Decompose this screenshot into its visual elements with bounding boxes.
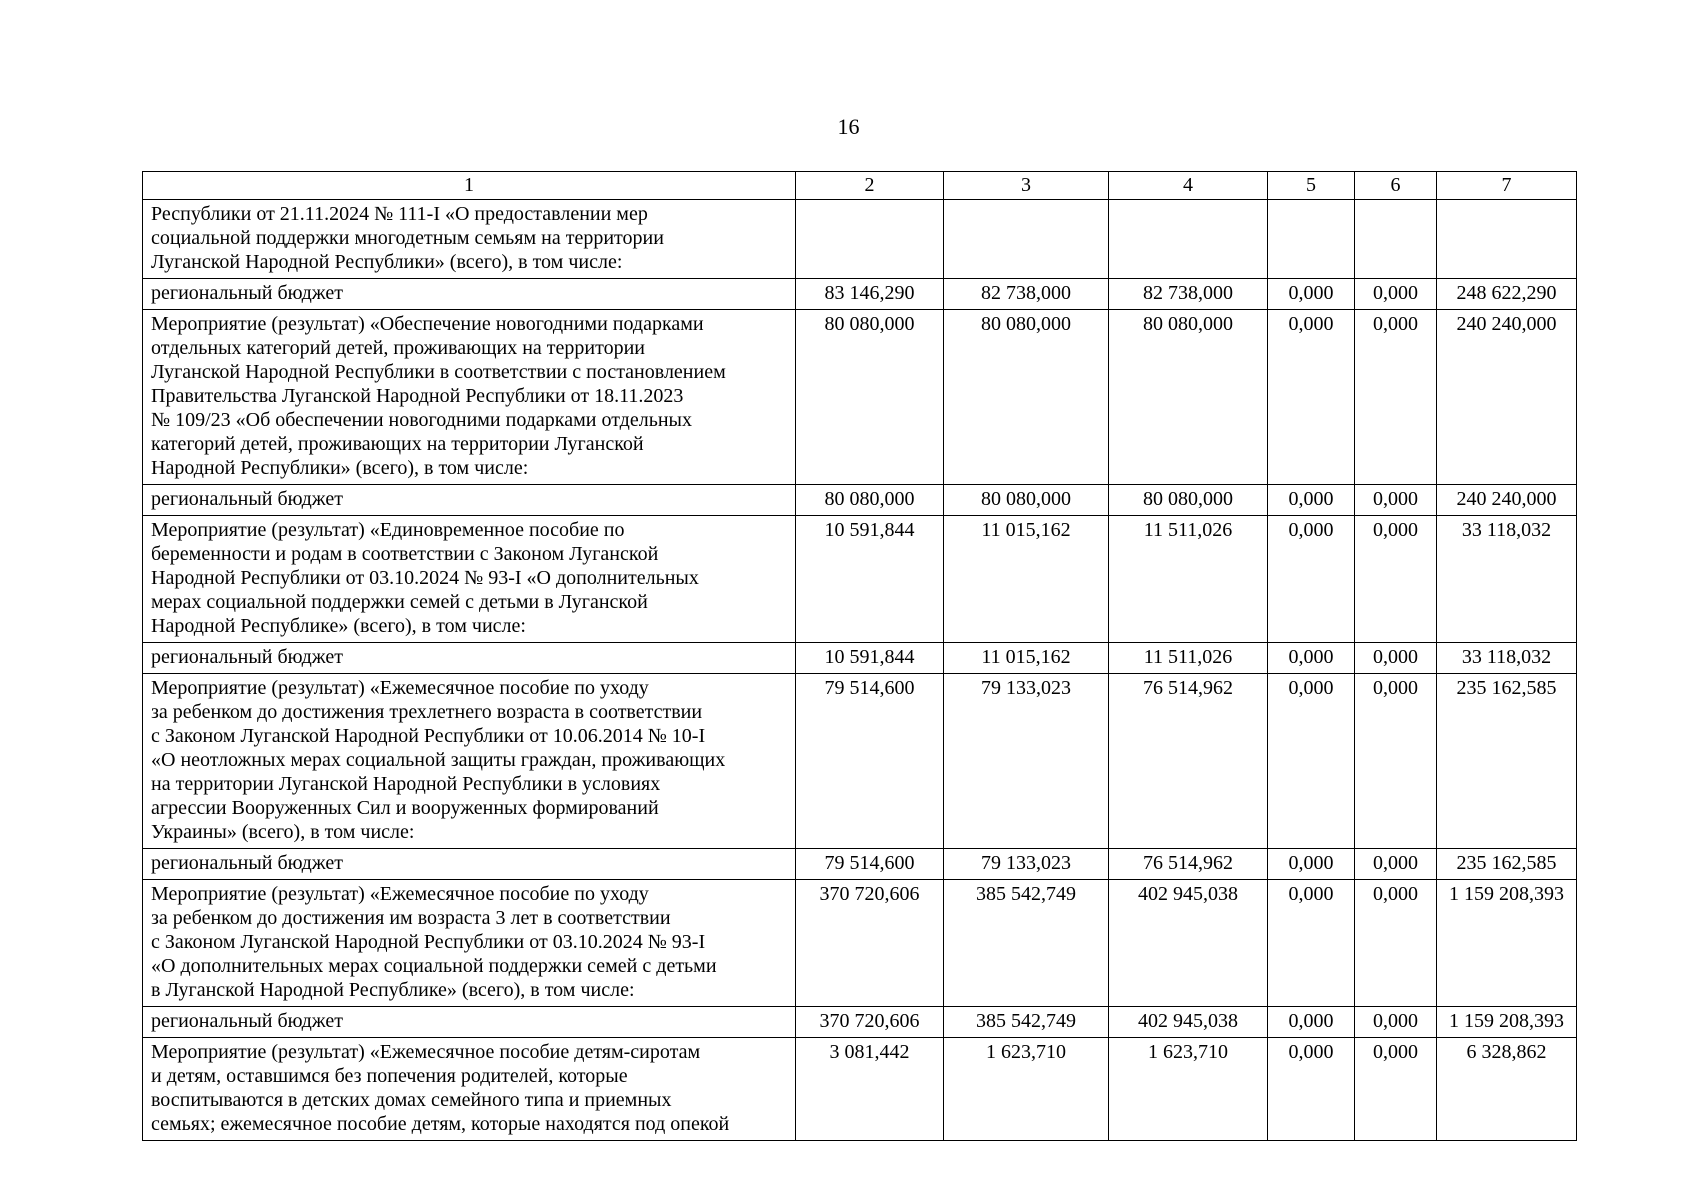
description-line: и детям, оставшимся без попечения родителей, которые	[151, 1065, 628, 1087]
value-cell-col-4: 11 511,026	[1109, 516, 1268, 643]
value-cell-col-6: 0,000	[1355, 279, 1437, 310]
value-cell-col-4: 76 514,962	[1109, 849, 1268, 880]
row-description	[143, 200, 796, 279]
value-cell-col-3: 385 542,749	[944, 1007, 1109, 1038]
description-line: Народной Республики от 03.10.2024 № 93-I «О дополнительных	[151, 567, 699, 589]
value-cell-col-6: 0,000	[1355, 849, 1437, 880]
value-cell-col-5: 0,000	[1268, 485, 1355, 516]
description-line: № 109/23 «Об обеспечении новогодними подарками отдельных	[151, 409, 692, 431]
value-cell-col-4	[1109, 200, 1268, 279]
value-cell-col-4: 80 080,000	[1109, 310, 1268, 485]
description-line: воспитываются в детских домах семейного типа и приемных	[151, 1089, 672, 1111]
description-line: региональный бюджет	[151, 1010, 343, 1032]
value-cell-col-3: 11 015,162	[944, 643, 1109, 674]
value-cell-col-6: 0,000	[1355, 1038, 1437, 1141]
value-cell-col-5: 0,000	[1268, 279, 1355, 310]
description-line: региональный бюджет	[151, 488, 343, 510]
value-cell-col-4: 1 623,710	[1109, 1038, 1268, 1141]
table-row	[143, 200, 1577, 279]
description-line: Правительства Луганской Народной Республики от 18.11.2023	[151, 385, 684, 407]
description-line: агрессии Вооруженных Сил и вооруженных формирований	[151, 797, 659, 819]
value-cell-col-2: 80 080,000	[796, 310, 944, 485]
column-header: 6	[1355, 172, 1437, 200]
table-body	[143, 172, 1577, 1141]
value-cell-col-3: 82 738,000	[944, 279, 1109, 310]
description-line: Республики от 21.11.2024 № 111-I «О предоставлении мер	[151, 203, 648, 225]
column-header: 1	[143, 172, 796, 200]
value-cell-col-5: 0,000	[1268, 310, 1355, 485]
table-row	[143, 880, 1577, 1007]
description-line: с Законом Луганской Народной Республики от 03.10.2024 № 93-I	[151, 931, 706, 953]
row-description	[143, 310, 796, 485]
value-cell-col-6: 0,000	[1355, 485, 1437, 516]
table-row	[143, 849, 1577, 880]
value-cell-col-7: 235 162,585	[1437, 849, 1577, 880]
table-row	[143, 279, 1577, 310]
description-line: с Законом Луганской Народной Республики от 10.06.2014 № 10-I	[151, 725, 706, 747]
description-line: Украины» (всего), в том числе:	[151, 821, 415, 843]
description-line: беременности и родам в соответствии с Законом Луганской	[151, 543, 659, 565]
value-cell-col-3	[944, 200, 1109, 279]
value-cell-col-5: 0,000	[1268, 516, 1355, 643]
description-line: «О дополнительных мерах социальной поддержки семей с детьми	[151, 955, 717, 977]
description-line: категорий детей, проживающих на территории Луганской	[151, 433, 644, 455]
value-cell-col-3: 80 080,000	[944, 485, 1109, 516]
value-cell-col-5: 0,000	[1268, 849, 1355, 880]
value-cell-col-7: 1 159 208,393	[1437, 880, 1577, 1007]
description-line: Мероприятие (результат) «Ежемесячное пособие по уходу	[151, 677, 649, 699]
value-cell-col-3: 385 542,749	[944, 880, 1109, 1007]
row-description	[143, 880, 796, 1007]
description-line: мерах социальной поддержки семей с детьми в Луганской	[151, 591, 648, 613]
value-cell-col-2: 10 591,844	[796, 516, 944, 643]
value-cell-col-3: 79 133,023	[944, 849, 1109, 880]
value-cell-col-4: 80 080,000	[1109, 485, 1268, 516]
value-cell-col-7: 248 622,290	[1437, 279, 1577, 310]
value-cell-col-6	[1355, 200, 1437, 279]
value-cell-col-4: 76 514,962	[1109, 674, 1268, 849]
description-line: «О неотложных мерах социальной защиты граждан, проживающих	[151, 749, 726, 771]
value-cell-col-6: 0,000	[1355, 643, 1437, 674]
value-cell-col-3: 80 080,000	[944, 310, 1109, 485]
value-cell-col-3: 79 133,023	[944, 674, 1109, 849]
row-description	[143, 485, 796, 516]
value-cell-col-7	[1437, 200, 1577, 279]
description-line: на территории Луганской Народной Республики в условиях	[151, 773, 661, 795]
value-cell-col-5: 0,000	[1268, 880, 1355, 1007]
description-line: за ребенком до достижения им возраста 3 лет в соответствии	[151, 907, 671, 929]
description-line: региональный бюджет	[151, 282, 343, 304]
description-line: региональный бюджет	[151, 852, 343, 874]
value-cell-col-4: 402 945,038	[1109, 880, 1268, 1007]
value-cell-col-6: 0,000	[1355, 1007, 1437, 1038]
budget-table	[142, 171, 1577, 1141]
value-cell-col-2: 370 720,606	[796, 1007, 944, 1038]
column-header: 5	[1268, 172, 1355, 200]
value-cell-col-6: 0,000	[1355, 880, 1437, 1007]
table-row	[143, 674, 1577, 849]
value-cell-col-2: 3 081,442	[796, 1038, 944, 1141]
row-description	[143, 516, 796, 643]
value-cell-col-2	[796, 200, 944, 279]
value-cell-col-6: 0,000	[1355, 516, 1437, 643]
value-cell-col-7: 235 162,585	[1437, 674, 1577, 849]
row-description	[143, 674, 796, 849]
table-row	[143, 310, 1577, 485]
value-cell-col-5	[1268, 200, 1355, 279]
description-line: Народной Республике» (всего), в том числе:	[151, 615, 526, 637]
description-line: Народной Республики» (всего), в том числе:	[151, 457, 529, 479]
table-row	[143, 643, 1577, 674]
column-header: 2	[796, 172, 944, 200]
row-description	[143, 1007, 796, 1038]
description-line: региональный бюджет	[151, 646, 343, 668]
row-description	[143, 279, 796, 310]
value-cell-col-3: 11 015,162	[944, 516, 1109, 643]
table-row	[143, 516, 1577, 643]
description-line: Мероприятие (результат) «Единовременное пособие по	[151, 519, 625, 541]
value-cell-col-7: 240 240,000	[1437, 310, 1577, 485]
value-cell-col-5: 0,000	[1268, 1038, 1355, 1141]
description-line: семьях; ежемесячное пособие детям, которые находятся под опекой	[151, 1113, 730, 1135]
value-cell-col-2: 79 514,600	[796, 849, 944, 880]
description-line: Мероприятие (результат) «Ежемесячное пособие по уходу	[151, 883, 649, 905]
table-row	[143, 1038, 1577, 1141]
value-cell-col-2: 79 514,600	[796, 674, 944, 849]
value-cell-col-2: 80 080,000	[796, 485, 944, 516]
value-cell-col-2: 83 146,290	[796, 279, 944, 310]
column-header: 3	[944, 172, 1109, 200]
row-description	[143, 643, 796, 674]
row-description	[143, 849, 796, 880]
value-cell-col-7: 6 328,862	[1437, 1038, 1577, 1141]
value-cell-col-3: 1 623,710	[944, 1038, 1109, 1141]
table-header-row	[143, 172, 1577, 200]
description-line: отдельных категорий детей, проживающих на территории	[151, 337, 645, 359]
value-cell-col-7: 1 159 208,393	[1437, 1007, 1577, 1038]
value-cell-col-4: 82 738,000	[1109, 279, 1268, 310]
description-line: социальной поддержки многодетным семьям на территории	[151, 227, 664, 249]
value-cell-col-5: 0,000	[1268, 674, 1355, 849]
description-line: Мероприятие (результат) «Ежемесячное пособие детям-сиротам	[151, 1041, 701, 1063]
page-number: 16	[837, 114, 860, 139]
value-cell-col-4: 11 511,026	[1109, 643, 1268, 674]
description-line: за ребенком до достижения трехлетнего возраста в соответствии	[151, 701, 703, 723]
table-row	[143, 485, 1577, 516]
description-line: в Луганской Народной Республике» (всего), в том числе:	[151, 979, 635, 1001]
value-cell-col-2: 10 591,844	[796, 643, 944, 674]
value-cell-col-7: 33 118,032	[1437, 643, 1577, 674]
column-header: 4	[1109, 172, 1268, 200]
value-cell-col-5: 0,000	[1268, 643, 1355, 674]
value-cell-col-7: 240 240,000	[1437, 485, 1577, 516]
value-cell-col-6: 0,000	[1355, 674, 1437, 849]
description-line: Луганской Народной Республики» (всего), в том числе:	[151, 251, 623, 273]
column-header: 7	[1437, 172, 1577, 200]
row-description	[143, 1038, 796, 1141]
value-cell-col-5: 0,000	[1268, 1007, 1355, 1038]
value-cell-col-2: 370 720,606	[796, 880, 944, 1007]
description-line: Мероприятие (результат) «Обеспечение новогодними подарками	[151, 313, 704, 335]
value-cell-col-6: 0,000	[1355, 310, 1437, 485]
value-cell-col-7: 33 118,032	[1437, 516, 1577, 643]
description-line: Луганской Народной Республики в соответствии с постановлением	[151, 361, 726, 383]
value-cell-col-4: 402 945,038	[1109, 1007, 1268, 1038]
table-row	[143, 1007, 1577, 1038]
